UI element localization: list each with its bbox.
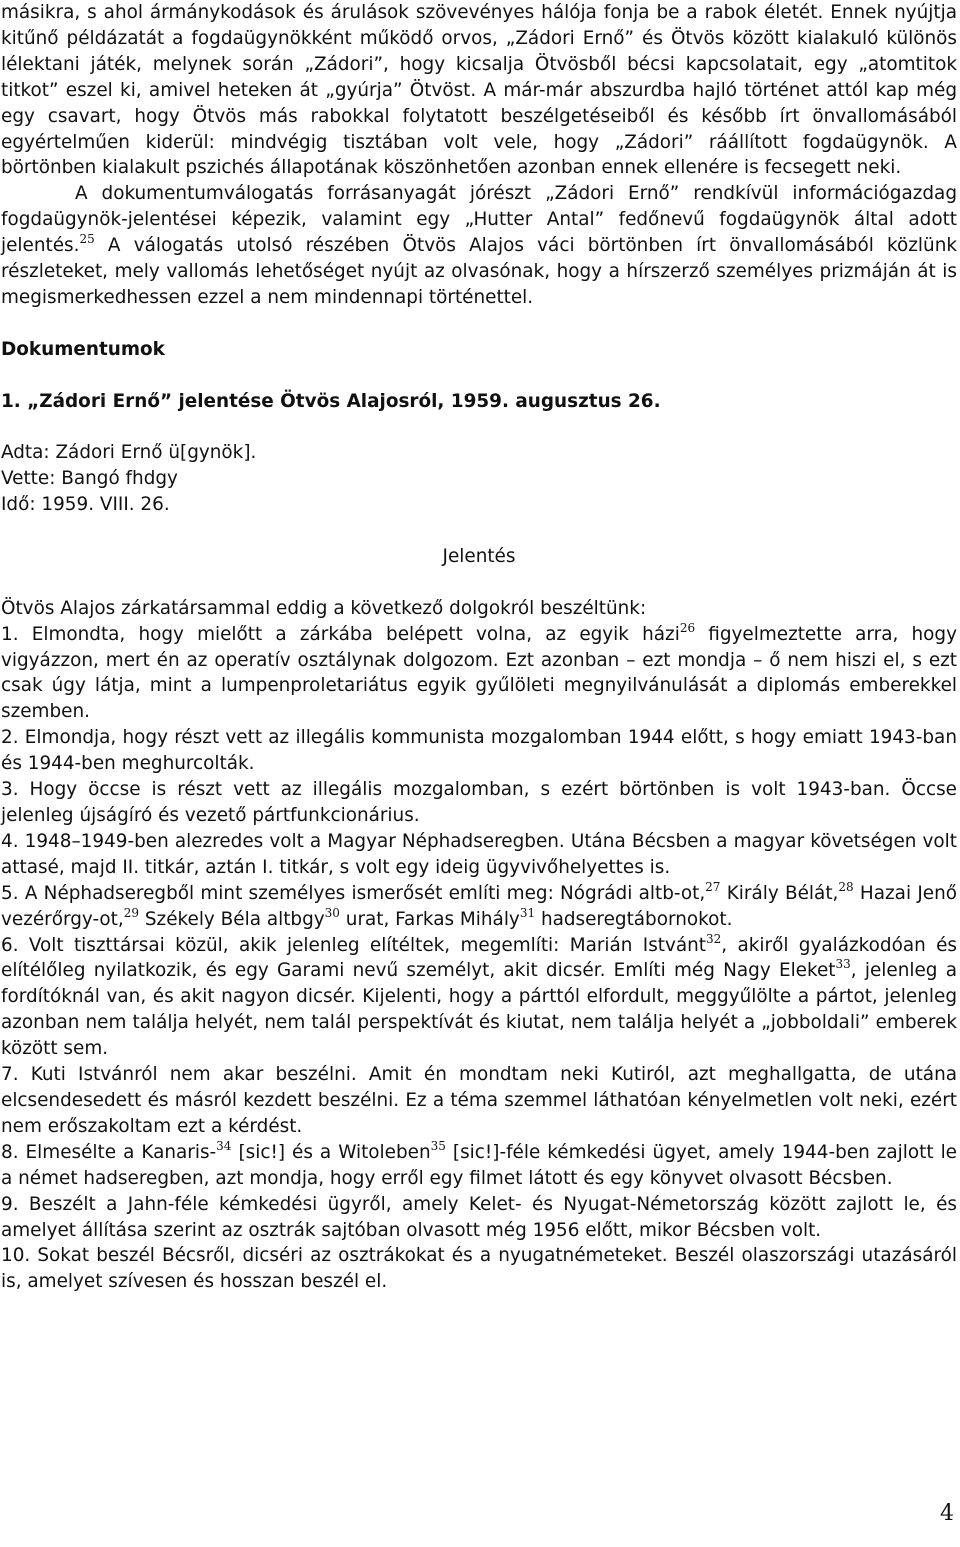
footnote-ref[interactable]: 26 xyxy=(679,620,696,635)
item-text: 6. Volt tiszttársai közül, akik jelenleg elítéltek, megemlíti: Marián Istvánt xyxy=(1,934,707,956)
report-item-6 xyxy=(1,933,957,1063)
intro-text: A válogatás utolsó részében Ötvös Alajos váci börtönben írt önvallomásából közlünk részleteket, mely vallomás lehetőséget nyújt az olvasónak, hogy a hírszerző személyes prizmáján át is megismerkedhessen ezzel a nem mindennapi történettel. xyxy=(1,235,957,308)
report-item-2: 2. Elmondja, hogy részt vett az illegális kommunista mozgalomban 1944 előtt, s hogy emiatt 1943-ban és 1944-ben meghurcolták. xyxy=(1,727,957,775)
intro-text: A dokumentumválogatás forrásanyagát jórészt „Zádori Ernő” rendkívül információgazdag fogdaügynök-jelentései képezik, valamint egy „Hutter Antal” fedőnevű fogdaügynök által adott jelentés. xyxy=(1,183,957,257)
footnote-ref[interactable]: 28 xyxy=(838,879,854,894)
report-item-3: 3. Hogy öccse is részt vett az illegális mozgalomban, s ezért börtönben is volt 1943-ban. Öccse jelenleg újságíró és vezető pártfunkcionárius. xyxy=(1,779,957,827)
footnote-ref[interactable]: 32 xyxy=(706,931,722,946)
section-heading: Dokumentumok xyxy=(1,338,165,360)
page-number: 4 xyxy=(940,1501,954,1526)
item-text: Hazai Jenő vezérőrgy-ot, xyxy=(1,882,957,930)
footnote-ref[interactable]: 34 xyxy=(216,1138,232,1153)
meta-given-by: Adta: Zádori Ernő ü[gynök]. xyxy=(1,442,257,464)
item-text: 8. Elmesélte a Kanaris- xyxy=(1,1141,217,1163)
report-item-4: 4. 1948–1949-ben alezredes volt a Magyar Néphadseregben. Utána Bécsben a magyar követségen volt attasé, majd II. titkár, aztán I. titkár, s volt egy ideig ügyvivőhelyettes is. xyxy=(1,830,957,878)
meta-received-by: Vette: Bangó fhdgy xyxy=(1,468,178,490)
item-text: urat, Farkas Mihály xyxy=(339,908,520,930)
report-item-8 xyxy=(1,1140,957,1192)
item-text: hadseregtábornokot. xyxy=(535,908,733,930)
item-text: Király Bélát, xyxy=(720,882,839,904)
item-text: figyelmeztette arra, hogy vigyázzon, mert én az operatív osztálynak dolgozom. Ezt azonban – ezt mondja – ő nem hiszi el, s ezt csak úgy látja, mint a lumpenproletariátus egyik gyűlöleti megnyilvánulását a diplomás emberekkel szemben. xyxy=(1,623,957,723)
report-item-9: 9. Beszélt a Jahn-féle kémkedési ügyről, amely Kelet- és Nyugat-Németország között zajlott le, és amelyet állítása szerint az osztrák sajtóban olvasott még 1956 előtt, mikor Bécsben volt. xyxy=(1,1193,957,1241)
item-text: 5. A Néphadseregből mint személyes ismerősét említi meg: Nógrádi altb-ot, xyxy=(1,882,706,904)
report-item-7: 7. Kuti Istvánról nem akar beszélni. Amit én mondtam neki Kutiról, azt meghallgatta, de utána elcsendesedett és másról kezdett beszélni. Ez a téma szemmel láthatóan kényelmetlen volt neki, ezért nem erőszakoltam ezt a kérdést. xyxy=(1,1064,957,1137)
item-text: 1. Elmondta, hogy mielőtt a zárkába belépett volna, az egyik házi xyxy=(1,623,680,645)
intro-paragraph-2 xyxy=(1,181,957,311)
intro-text: másikra, s ahol ármánykodások és árulások szövevényes hálója fonja be a rabok életét. Ennek nyújtja kitűnő példázatát a fogdaügynökként működő orvos, „Zádori Ernő” és Ötvös között kialakuló különös lélektani játék, melynek során „Zádori”, hogy kicsalja Ötvösből bécsi kapcsolatait, egy „atomtitok titkot” eszel ki, amivel heteken át „gyúrja” Ötvöst. A már-már abszurdba hajló történet attól kap még egy csavart, hogy Ötvös más rabokkal folytatott beszélgetéseiből és később írt önvallomásából egyértelműen kiderül: mindvégig tisztában volt vele, hogy „Zádori” ráállított fogdaügynök. A börtönben kialakult pszichés állapotának köszönhetően azonban ennek ellenére is fecsegett neki. xyxy=(1,2,957,179)
footnote-ref[interactable]: 29 xyxy=(123,905,140,920)
footnote-ref[interactable]: 27 xyxy=(705,879,721,894)
report-item-10: 10. Sokat beszél Bécsről, dicséri az osztrákokat és a nyugatnémeteket. Beszél olaszországi utazásáról is, amelyet szívesen és hosszan beszél el. xyxy=(1,1245,957,1293)
footnote-ref[interactable]: 31 xyxy=(519,905,536,920)
footnote-ref[interactable]: 33 xyxy=(835,957,851,972)
report-item-1 xyxy=(1,622,957,726)
item-text: [sic!] és a Witoleben xyxy=(231,1141,431,1163)
report-title: Jelentés xyxy=(442,545,516,567)
item-text: [sic!]-féle kémkedési ügyet, amely 1944-ben zajlott le a német hadseregben, azt mondja, hogy erről egy filmet látott és egy könyvet olvasott Bécsben. xyxy=(1,1141,957,1189)
document-title: 1. „Zádori Ernő” jelentése Ötvös Alajosról, 1959. augusztus 26. xyxy=(1,390,661,412)
report-item-5 xyxy=(1,881,957,933)
item-text: , jelenleg a fordítóknál van, és akit nagyon dicsér. Kijelenti, hogy a párttól elfordult, meggyűlölte a pártot, jelenleg azonban nem találja helyét, nem talál perspektívát és kiutat, nem találja helyét a „jobboldali” emberek között sem. xyxy=(1,960,957,1060)
intro-paragraph-1 xyxy=(1,0,957,181)
meta-date: Idő: 1959. VIII. 26. xyxy=(1,494,170,516)
footnote-ref[interactable]: 35 xyxy=(430,1138,446,1153)
footnote-ref[interactable]: 25 xyxy=(79,232,95,247)
item-text: Székely Béla altbgy xyxy=(139,908,325,930)
item-text: , akiről gyalázkodóan és elítélőleg nyilatkozik, és egy Garami nevű személyt, akit dicsér. Említi még Nagy Eleket xyxy=(1,934,957,982)
footnote-ref[interactable]: 30 xyxy=(324,905,340,920)
report-intro: Ötvös Alajos zárkatársammal eddig a következő dolgokról beszéltünk: xyxy=(1,597,647,619)
